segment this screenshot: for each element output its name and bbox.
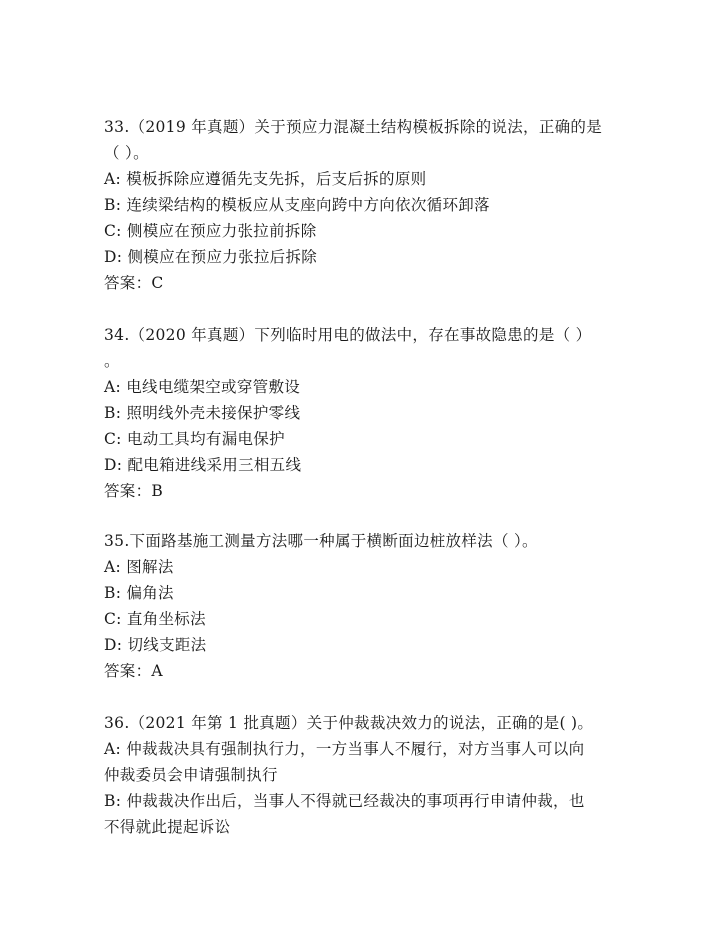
question-33-option-d: D: 侧模应在预应力张拉后拆除	[104, 248, 318, 266]
question-36-option-a-line-1: A: 仲裁裁决具有强制执行力，一方当事人不履行，对方当事人可以向	[104, 740, 585, 758]
question-34-option-b: B: 照明线外壳未接保护零线	[104, 404, 301, 422]
question-33-answer: 答案：C	[104, 274, 164, 292]
question-34-option-d: D: 配电箱进线采用三相五线	[104, 456, 302, 474]
question-34-stem-line-1: 34.（2020 年真题）下列临时用电的做法中，存在事故隐患的是（ ）	[104, 326, 592, 344]
question-35-option-c: C: 直角坐标法	[104, 610, 206, 628]
question-33-stem-line-1: 33.（2019 年真题）关于预应力混凝土结构模板拆除的说法，正确的是	[104, 118, 603, 136]
question-34-option-a: A: 电线电缆架空或穿管敷设	[104, 378, 301, 396]
question-36-stem-line-1: 36.（2021 年第 1 批真题）关于仲裁裁决效力的说法，正确的是( )。	[104, 714, 594, 732]
question-34-stem-line-2: 。	[104, 352, 120, 370]
question-35-option-b: B: 偏角法	[104, 584, 174, 602]
question-33-option-a: A: 模板拆除应遵循先支先拆，后支后拆的原则	[104, 170, 427, 188]
question-35-stem-line-1: 35.下面路基施工测量方法哪一种属于横断面边桩放样法（ ）。	[104, 532, 538, 550]
question-33-stem-line-2: （ ）。	[104, 144, 149, 162]
question-34-answer: 答案：B	[104, 482, 164, 500]
question-36-option-b-line-2: 不得就此提起诉讼	[104, 818, 231, 836]
question-36-option-a-line-2: 仲裁委员会申请强制执行	[104, 766, 278, 784]
question-33-option-c: C: 侧模应在预应力张拉前拆除	[104, 222, 317, 240]
question-34-option-c: C: 电动工具均有漏电保护	[104, 430, 285, 448]
question-36-option-b-line-1: B: 仲裁裁决作出后，当事人不得就已经裁决的事项再行申请仲裁，也	[104, 792, 585, 810]
question-35-option-a: A: 图解法	[104, 558, 174, 576]
question-35-option-d: D: 切线支距法	[104, 636, 207, 654]
question-35-answer: 答案：A	[104, 662, 163, 680]
question-33-option-b: B: 连续梁结构的模板应从支座向跨中方向依次循环卸落	[104, 196, 490, 214]
